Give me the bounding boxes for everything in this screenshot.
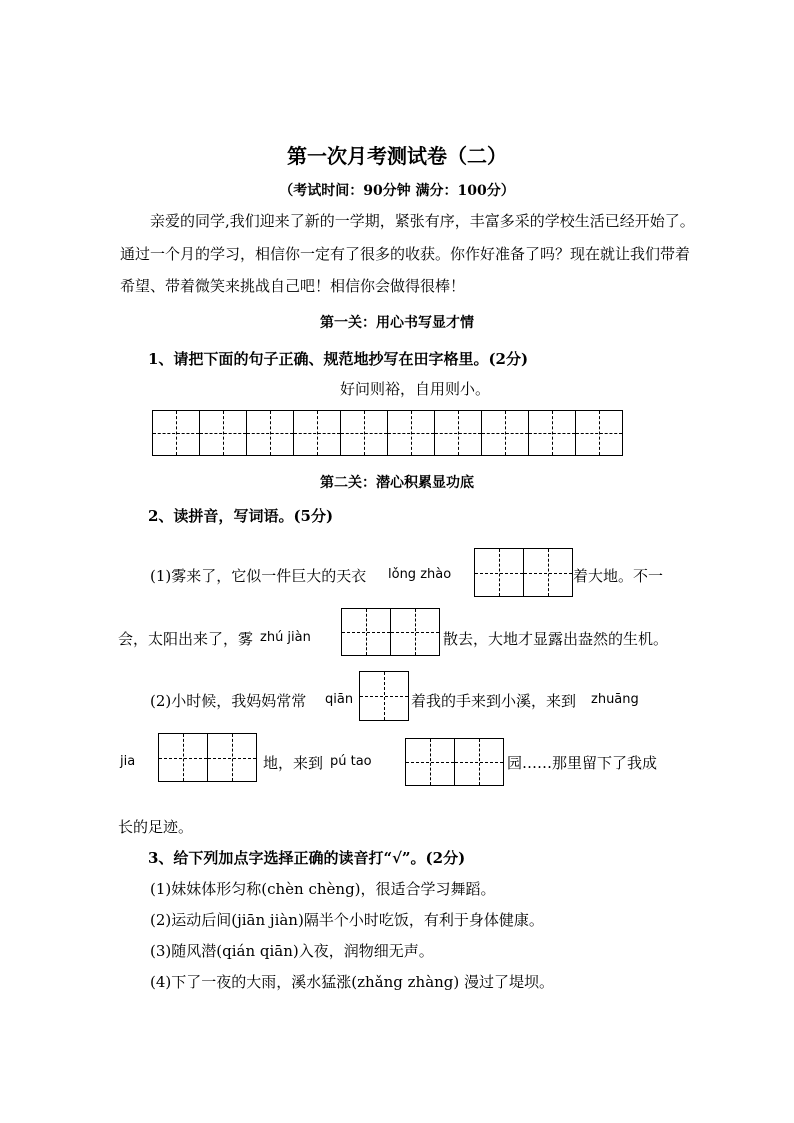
- grid-cell[interactable]: [474, 548, 524, 597]
- section-1-heading: 第一关：用心书写显才情: [320, 315, 474, 331]
- grid-cell[interactable]: [340, 410, 388, 456]
- q3-item-2: (2)运动后间(jiān jiàn)隔半个小时吃饭，有利于身体健康。: [150, 911, 544, 929]
- q3-item-4: (4)下了一夜的大雨，溪水猛涨(zhǎng zhàng) 漫过了堤坝。: [150, 973, 555, 991]
- page-title: 第一次月考测试卷（二）: [287, 144, 507, 168]
- q2-pinyin-qian: qiān: [325, 692, 354, 707]
- q2-p1-text-1: (1)雾来了，它似一件巨大的天衣: [150, 567, 367, 585]
- q2-prompt: 2、读拼音，写词语。(5分): [148, 507, 334, 525]
- grid-cell[interactable]: [341, 608, 391, 656]
- q2-grid-putao[interactable]: [405, 738, 504, 786]
- q1-sentence: 好问则裕，自用则小。: [340, 380, 491, 398]
- q2-pinyin-jia: jia: [120, 754, 136, 769]
- grid-cell[interactable]: [152, 410, 200, 456]
- grid-cell[interactable]: [528, 410, 576, 456]
- section-2-heading: 第二关：潜心积累显功底: [320, 475, 474, 491]
- q2-pinyin-zhujian: zhú jiàn: [260, 630, 311, 645]
- q2-grid-qian[interactable]: [359, 671, 409, 721]
- intro-line-2: 通过一个月的学习，相信你一定有了很多的收获。你作好准备了吗？现在就让我们带着: [120, 245, 691, 263]
- q3-item-3: (3)随风潜(qián qiān)入夜，润物细无声。: [150, 942, 434, 960]
- intro-line-1: 亲爱的同学,我们迎来了新的一学期，紧张有序，丰富多采的学校生活已经开始了。: [150, 212, 695, 230]
- grid-cell[interactable]: [575, 410, 623, 456]
- grid-cell[interactable]: [207, 733, 257, 782]
- q2-p1-text-3: 会，太阳出来了，雾: [118, 630, 254, 648]
- q2-p2-text-2: 着我的手来到小溪，来到: [411, 692, 577, 710]
- grid-cell[interactable]: [454, 738, 504, 786]
- q2-pinyin-longzhao: lǒng zhào: [388, 567, 452, 582]
- grid-cell[interactable]: [523, 548, 573, 597]
- grid-cell[interactable]: [199, 410, 247, 456]
- grid-cell[interactable]: [434, 410, 482, 456]
- q1-prompt: 1、请把下面的句子正确、规范地抄写在田字格里。(2分): [148, 350, 529, 368]
- grid-cell[interactable]: [158, 733, 208, 782]
- grid-cell[interactable]: [246, 410, 294, 456]
- q3-prompt: 3、给下列加点字选择正确的读音打“√”。(2分): [148, 849, 466, 867]
- q2-pinyin-zhuang: zhuāng: [591, 692, 639, 707]
- q2-p2-text-4: 园……那里留下了我成: [507, 754, 658, 772]
- exam-info: （考试时间：90分钟 满分：100分）: [279, 183, 515, 199]
- grid-cell[interactable]: [481, 410, 529, 456]
- q2-grid-zhujian[interactable]: [341, 608, 440, 656]
- q1-writing-grid[interactable]: [152, 410, 623, 456]
- q2-pinyin-putao: pú tao: [330, 754, 372, 769]
- q2-grid-zhuangjia[interactable]: [158, 733, 257, 782]
- q2-grid-longzhao[interactable]: [474, 548, 573, 597]
- grid-cell[interactable]: [405, 738, 455, 786]
- grid-cell[interactable]: [390, 608, 440, 656]
- q2-p2-text-5: 长的足迹。: [118, 818, 194, 836]
- q3-item-1: (1)妹妹体形匀称(chèn chèng)，很适合学习舞蹈。: [150, 880, 496, 898]
- q2-p1-text-2: 着大地。不一: [573, 567, 664, 585]
- grid-cell[interactable]: [293, 410, 341, 456]
- grid-cell[interactable]: [387, 410, 435, 456]
- q2-p2-text-1: (2)小时候，我妈妈常常: [150, 692, 307, 710]
- q2-p2-text-3: 地，来到: [263, 754, 324, 772]
- grid-cell[interactable]: [359, 671, 409, 721]
- intro-line-3: 希望、带着微笑来挑战自己吧！相信你会做得很棒！: [120, 277, 466, 295]
- q2-p1-text-4: 散去，大地才显露出盎然的生机。: [443, 630, 669, 648]
